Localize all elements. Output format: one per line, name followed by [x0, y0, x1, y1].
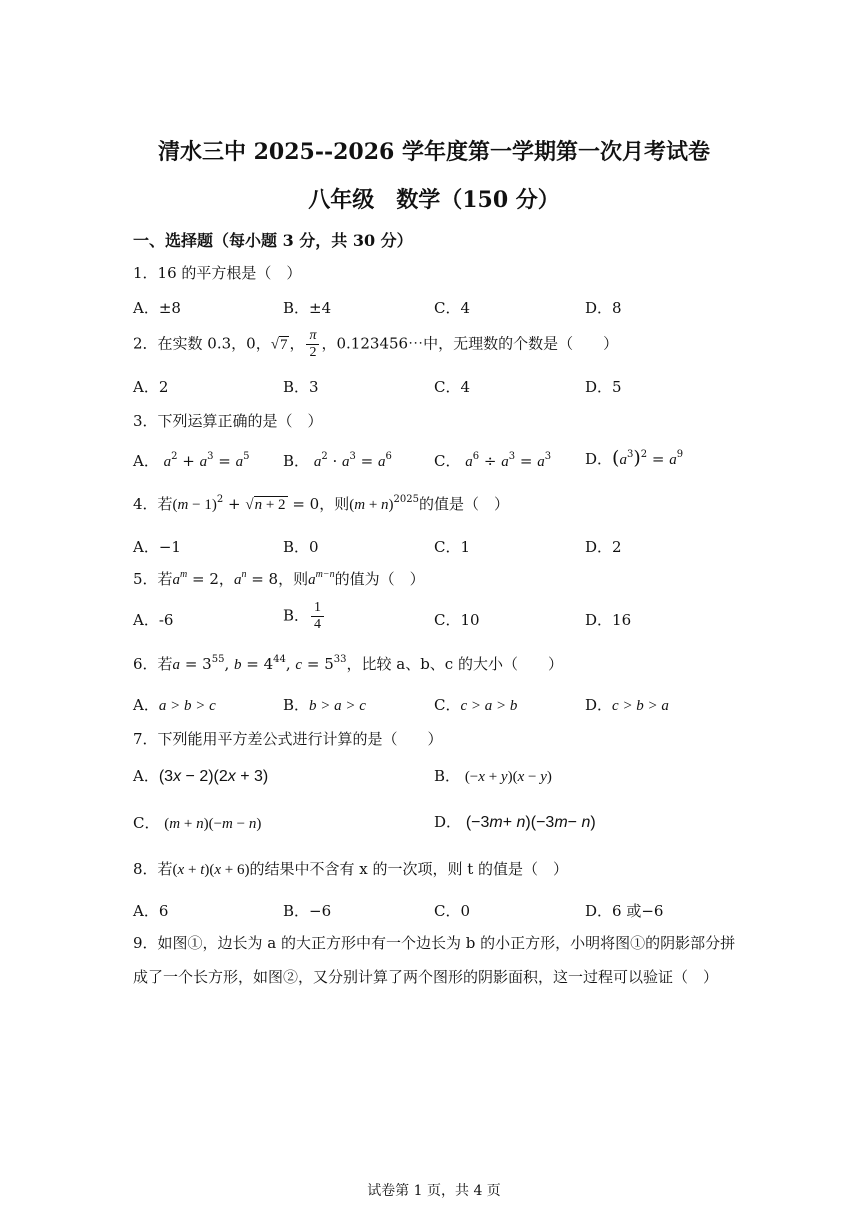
- question-4-stem: 4．若$(m - 1)^2 + √n + 2 = 0$，则$(m + n)^{2025}$的值是（ ）: [133, 494, 509, 513]
- question-7-option-b: B． (−x + y)(x − y): [434, 767, 552, 785]
- question-2-stem: 2．在实数 0.3，0，√7 ， $\frac{\pi}{2}$ ，0.123456⋯中，无理数的个数是（ ）: [133, 328, 619, 360]
- question-2-option-b: B．3: [283, 378, 319, 396]
- question-8-option-d: D．6 或−6: [585, 902, 664, 920]
- question-5-stem: 5．若$a^m = 2$，$a^n = 8$，则$a^{m-n}$的值为（ ）: [133, 569, 425, 588]
- question-3-option-c: C． $a^6 \div a^3 = a^3$: [434, 451, 552, 470]
- question-1-stem: 1．16 的平方根是（ ）: [133, 264, 302, 282]
- exam-subtitle: 八年级 数学（150 分）: [308, 187, 560, 213]
- question-6-option-b: B．b > a > c: [283, 696, 366, 714]
- question-2-option-d: D．5: [585, 378, 622, 396]
- question-2-option-a: A．2: [133, 378, 169, 396]
- page-footer: 试卷第 1 页，共 4 页: [367, 1183, 501, 1199]
- question-4-option-b: B．0: [283, 538, 319, 556]
- question-3-option-d: D．$(a^3)^2 = a^9$: [585, 447, 684, 469]
- question-6-stem: 6．若$a = 3^{55}$, $b = 4^{44}$, $c = 5^{33}$，比较 a、b、c 的大小（ ）: [133, 654, 563, 673]
- question-1-option-d: D．8: [585, 299, 622, 317]
- question-5-option-d: D．16: [585, 611, 632, 629]
- question-9-line-1: 9．如图①，边长为 a 的大正方形中有一个边长为 b 的小正方形，小明将图①的阴影部分拼: [133, 934, 736, 952]
- question-4-option-a: A．−1: [133, 538, 181, 556]
- question-3-option-b: B． $a^2 \cdot a^3 = a^6$: [283, 451, 392, 470]
- question-9-line-2: 成了一个长方形，如图②，又分别计算了两个图形的阴影面积，这一过程可以验证（ ）: [133, 968, 719, 986]
- question-1-option-b: B．±4: [283, 299, 332, 317]
- question-8-option-c: C．0: [434, 902, 471, 920]
- question-7-option-c: C． (m + n)(−m − n): [133, 814, 262, 832]
- question-6-option-a: A．a > b > c: [133, 696, 216, 714]
- question-8-option-a: A．6: [133, 902, 169, 920]
- question-8-option-b: B．−6: [283, 902, 332, 920]
- question-7-option-a: A．(3x − 2)(2x + 3): [133, 767, 269, 785]
- question-7-option-d: D． (−3m+ n)(−3m− n): [434, 813, 596, 831]
- question-1-option-a: A．±8: [133, 299, 181, 317]
- question-6-option-d: D．c > b > a: [585, 696, 669, 714]
- question-6-option-c: C．c > a > b: [434, 696, 518, 714]
- question-1-option-c: C．4: [434, 299, 471, 317]
- question-5-option-a: A．-6: [133, 611, 174, 629]
- question-4-option-c: C．1: [434, 538, 471, 556]
- question-3-option-a: A． $a^2 + a^3 = a^5$: [133, 451, 250, 470]
- question-2-option-c: C．4: [434, 378, 471, 396]
- question-8-stem: 8．若(x + t)(x + 6)的结果中不含有 x 的一次项，则 t 的值是（ ）: [133, 860, 569, 878]
- section-heading-choice: 一、选择题（每小题 3 分，共 30 分）: [133, 231, 413, 250]
- question-4-option-d: D．2: [585, 538, 622, 556]
- question-5-option-c: C．10: [434, 611, 480, 629]
- question-3-stem: 3．下列运算正确的是（ ）: [133, 412, 323, 430]
- question-5-option-b: B． $\frac{1}{4}$: [283, 600, 326, 633]
- exam-title: 清水三中 2025--2026 学年度第一学期第一次月考试卷: [157, 139, 711, 165]
- question-7-stem: 7．下列能用平方差公式进行计算的是（ ）: [133, 730, 443, 748]
